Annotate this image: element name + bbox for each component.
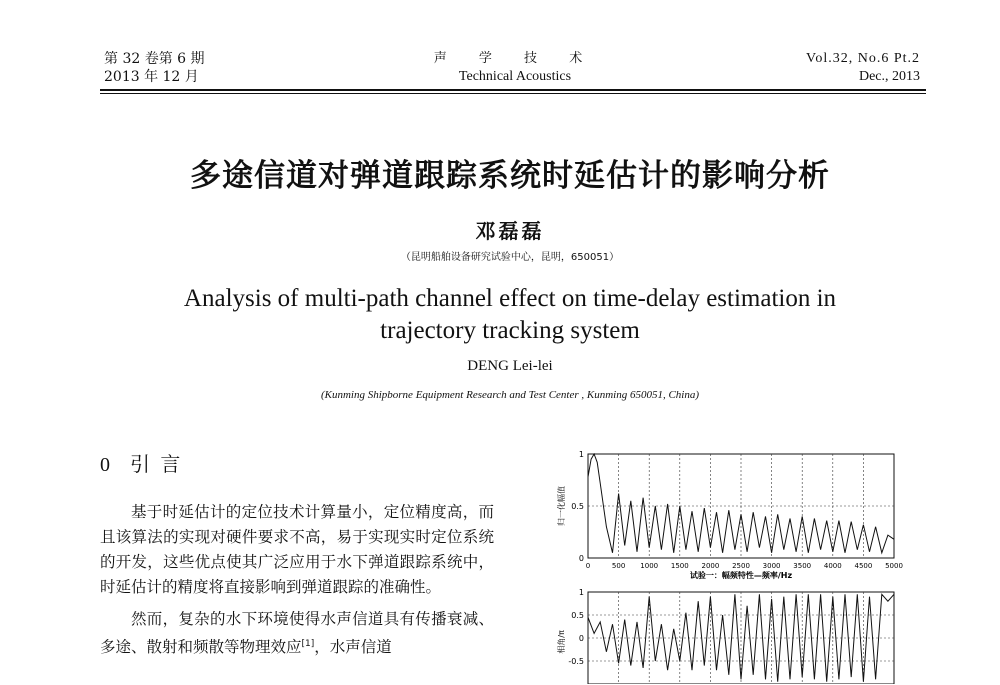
x-tick-label: 500 bbox=[611, 562, 626, 570]
y-tick-label: -0.5 bbox=[568, 657, 584, 666]
x-tick-label: 1000 bbox=[640, 562, 659, 570]
header-rule-thick bbox=[100, 89, 926, 91]
author-cn: 邓磊磊 bbox=[475, 219, 545, 243]
author-en: DENG Lei-lei bbox=[467, 358, 553, 374]
running-header-center bbox=[400, 50, 630, 86]
x-tick-label: 3500 bbox=[793, 562, 812, 570]
date-en: Dec., 2013 bbox=[858, 69, 920, 84]
grid-amplitude bbox=[588, 454, 894, 558]
y-tick-label: 0 bbox=[578, 554, 584, 563]
y-tick-label: 1 bbox=[578, 588, 584, 597]
chart-phase bbox=[556, 588, 894, 684]
section-title: 引 言 bbox=[130, 452, 183, 476]
x-tick-label: 4000 bbox=[823, 562, 842, 570]
date-cn: 2013 年 12 月 bbox=[104, 69, 199, 85]
y-ticks-amplitude bbox=[571, 450, 584, 563]
body-text bbox=[100, 500, 494, 685]
x-axis-label-amplitude: 试验一：幅频特性—频率/Hz bbox=[689, 571, 793, 580]
article-title-cn: 多途信道对弹道跟踪系统时延估计的影响分析 bbox=[190, 158, 830, 194]
x-tick-label: 2500 bbox=[732, 562, 750, 570]
x-ticks-amplitude bbox=[586, 562, 903, 570]
y-axis-label-phase: 相角/π bbox=[557, 630, 566, 654]
paragraph-2 bbox=[100, 607, 494, 660]
section-number: 0 bbox=[100, 454, 112, 476]
y-axis-label-amplitude: 归一化幅值 bbox=[557, 486, 566, 526]
y-tick-label: 0.5 bbox=[571, 502, 584, 511]
x-tick-label: 0 bbox=[585, 562, 591, 570]
paragraph-2-line-cut bbox=[100, 660, 494, 685]
x-tick-label: 2000 bbox=[701, 562, 720, 570]
x-tick-label: 3000 bbox=[762, 562, 781, 570]
article-title-en-line2: trajectory tracking system bbox=[380, 317, 640, 344]
y-tick-label: 1 bbox=[578, 450, 584, 459]
y-ticks-phase bbox=[568, 588, 584, 666]
journal-name-en: Technical Acoustics bbox=[458, 69, 572, 84]
paragraph-1: 基于时延估计的定位技术计算量小，定位精度高，而且该算法的实现对硬件要求不高，易于实现实时定位系统的开发，这些优点使其广泛应用于水下弹道跟踪系统中，时延估计的精度将直接影响到弹道跟踪的准确性。 bbox=[100, 503, 494, 596]
article-title-en-line1: Analysis of multi-path channel effect on time-delay estimation in bbox=[183, 285, 837, 312]
section-heading bbox=[100, 448, 182, 477]
header-rule-thin bbox=[100, 93, 926, 94]
affiliation-cn: （昆明船舶设备研究试验中心，昆明，650051） bbox=[400, 252, 620, 263]
issue-en: Vol.32, No.6 Pt.2 bbox=[806, 51, 920, 66]
paragraph-2-text-cont: ，水声信道 bbox=[314, 638, 392, 657]
x-tick-label: 4500 bbox=[854, 562, 873, 570]
running-header-left bbox=[104, 50, 205, 86]
affiliation-en: (Kunming Shipborne Equipment Research and Test Center , Kunming 650051, China) bbox=[320, 389, 700, 401]
citation-ref: [1] bbox=[301, 639, 315, 649]
y-tick-label: 0 bbox=[578, 634, 584, 643]
running-header-right bbox=[806, 50, 920, 86]
figure-amplitude-phase bbox=[540, 440, 920, 684]
x-tick-label: 5000 bbox=[885, 562, 903, 570]
y-tick-label: 0.5 bbox=[571, 611, 584, 620]
chart-amplitude bbox=[556, 450, 903, 580]
article-title-en bbox=[60, 283, 960, 347]
issue-cn: 第 32 卷第 6 期 bbox=[104, 51, 205, 67]
x-tick-label: 1500 bbox=[670, 562, 689, 570]
journal-name-cn: 声 学 技 术 bbox=[433, 51, 597, 66]
paragraph-2-text: 然而，复杂的水下环境使得水声信道具有传播衰减、多途、散射和频散等物理效应 bbox=[100, 610, 494, 657]
